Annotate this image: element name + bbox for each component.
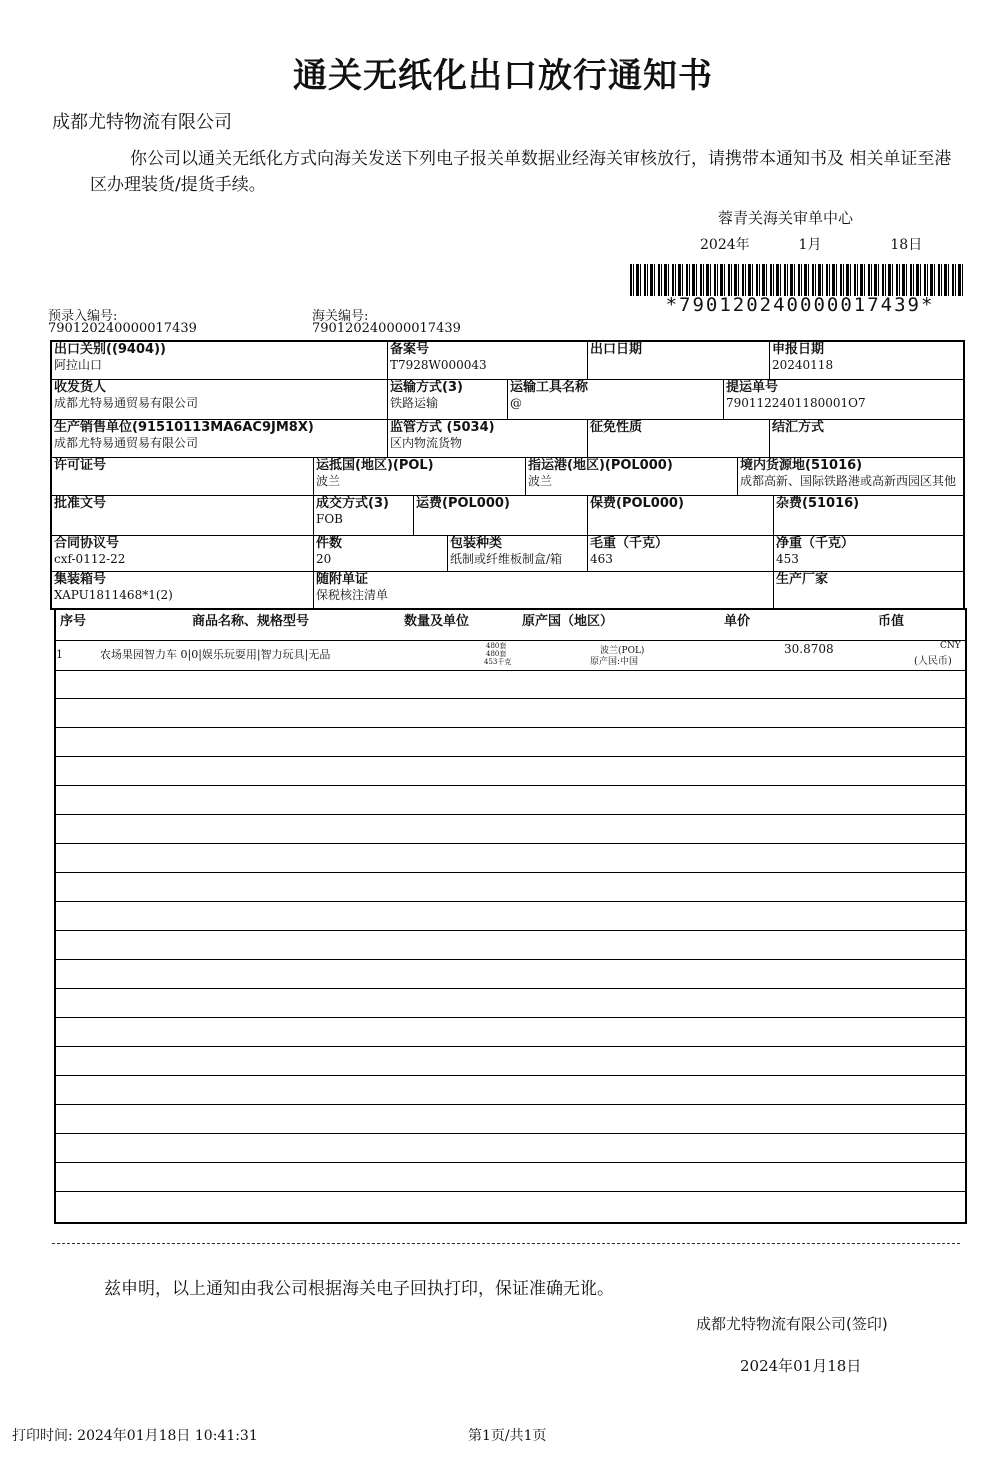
vehicle-label: 运输工具名称 — [510, 380, 589, 395]
signer: 成都尤特物流有限公司(签印) — [696, 1315, 888, 1333]
row-origin: 原产国:中国 — [590, 657, 639, 667]
company-name: 成都尤特物流有限公司 — [52, 112, 232, 133]
row-currency1: CNY — [940, 641, 961, 651]
goods-table — [54, 608, 967, 1224]
cell-export-date — [588, 342, 770, 380]
cell-misc — [774, 496, 963, 536]
barcode — [630, 264, 966, 296]
docs-label: 随附单证 — [316, 572, 369, 587]
pre-entry-label: 预录入编号: — [48, 309, 118, 324]
pre-entry-value: 790120240000017439 — [48, 321, 197, 336]
cell-freight — [414, 496, 588, 536]
export-port-label: 出口关别((9404)) — [54, 342, 166, 357]
cell-supervision — [388, 420, 588, 458]
record-no-label: 备案号 — [390, 342, 430, 357]
origin-label: 境内货源地(51016) — [740, 458, 863, 473]
bl-value: 7901122401180001O7 — [726, 396, 866, 410]
header-no: 序号 — [60, 614, 87, 629]
supervision-label: 监管方式 (5034) — [390, 420, 495, 435]
cell-contract — [52, 536, 314, 572]
export-port-value: 阿拉山口 — [54, 358, 103, 372]
dest-country-value: 波兰 — [316, 474, 341, 488]
freight-label: 运费(POL000) — [416, 496, 510, 511]
consignee-value: 成都尤特易通贸易有限公司 — [54, 396, 199, 410]
cell-deal — [314, 496, 414, 536]
table-row — [56, 640, 965, 671]
cell-dest-country — [314, 458, 526, 496]
cell-producer — [52, 420, 388, 458]
cell-docs — [314, 572, 774, 608]
insurance-label: 保费(POL000) — [590, 496, 684, 511]
cell-vehicle — [508, 380, 724, 420]
customs-no-label: 海关编号: — [312, 309, 369, 324]
cell-pieces — [314, 536, 448, 572]
gross-label: 毛重（千克） — [590, 536, 669, 551]
cell-insurance — [588, 496, 774, 536]
cell-package — [448, 536, 588, 572]
misc-label: 杂费(51016) — [776, 496, 860, 511]
transport-mode-label: 运输方式(3) — [390, 380, 463, 395]
notice-text: 你公司以通关无纸化方式向海关发送下列电子报关单数据业经海关审核放行，请携带本通知书及 相关单证至港区办理装货/提货手续。 — [90, 149, 952, 195]
record-no-value: T7928W000043 — [390, 358, 487, 372]
goods-header — [56, 608, 965, 641]
approval-label: 批准文号 — [54, 496, 107, 511]
pieces-value: 20 — [316, 552, 332, 566]
cell-manufacturer — [774, 572, 963, 608]
gross-value: 463 — [590, 552, 613, 566]
dest-port-value: 波兰 — [528, 474, 553, 488]
sign-date: 2024年01月18日 — [740, 1357, 862, 1375]
divider — [52, 1243, 960, 1244]
header-price: 单价 — [724, 614, 751, 629]
issue-year: 2024年 — [700, 237, 750, 253]
contract-label: 合同协议号 — [54, 536, 120, 551]
cell-transport-mode — [388, 380, 508, 420]
declare-date-value: 20240118 — [772, 358, 834, 372]
cell-license — [52, 458, 314, 496]
barcode-text: *790120240000017439* — [665, 294, 935, 316]
cell-gross — [588, 536, 774, 572]
issue-date — [700, 234, 922, 254]
cell-dest-port — [526, 458, 738, 496]
cell-approval — [52, 496, 314, 536]
net-label: 净重（千克） — [776, 536, 855, 551]
page-info: 第1页/共1页 — [468, 1428, 547, 1444]
producer-label: 生产销售单位(91510113MA6AC9JM8X) — [54, 420, 314, 435]
contract-value: cxf-0112-22 — [54, 552, 126, 566]
cell-tax — [588, 420, 770, 458]
transport-mode-value: 铁路运输 — [390, 396, 439, 410]
manufacturer-label: 生产厂家 — [776, 572, 829, 587]
row-name: 农场果园智力车 0|0|娱乐玩耍用|智力玩具|无品 — [100, 648, 331, 661]
declaration-text: 兹申明，以上通知由我公司根据海关电子回执打印，保证准确无讹。 — [104, 1279, 614, 1299]
row-qty1: 480套 — [486, 642, 507, 650]
pieces-label: 件数 — [316, 536, 343, 551]
declaration-table — [50, 340, 965, 610]
net-value: 453 — [776, 552, 799, 566]
cell-export-port — [52, 342, 388, 380]
tax-label: 征免性质 — [590, 420, 643, 435]
cell-declare-date — [770, 342, 963, 380]
container-label: 集装箱号 — [54, 572, 107, 587]
row-no: 1 — [56, 648, 63, 661]
docs-value: 保税核注清单 — [316, 588, 389, 602]
package-label: 包装种类 — [450, 536, 503, 551]
cell-bl — [724, 380, 963, 420]
supervision-value: 区内物流货物 — [390, 436, 463, 450]
declare-date-label: 申报日期 — [772, 342, 825, 357]
package-value: 纸制或纤维板制盒/箱 — [450, 552, 563, 566]
row-country: 波兰(POL) — [600, 646, 645, 656]
cell-consignee — [52, 380, 388, 420]
row-price: 30.8708 — [784, 642, 834, 656]
settlement-label: 结汇方式 — [772, 420, 825, 435]
row-currency2: (人民币) — [914, 656, 952, 667]
ruled-lines — [56, 670, 965, 1220]
issuer: 蓉青关海关审单中心 — [718, 209, 854, 227]
header-name: 商品名称、规格型号 — [192, 614, 310, 629]
vehicle-value: @ — [510, 396, 522, 410]
header-origin: 原产国（地区） — [522, 614, 614, 629]
deal-label: 成交方式(3) — [316, 496, 389, 511]
print-time: 打印时间: 2024年01月18日 10:41:31 — [12, 1428, 258, 1444]
header-currency: 币值 — [878, 614, 905, 629]
origin-value: 成都高新、国际铁路港或高新西园区其他 — [740, 474, 957, 488]
issue-month: 1月 — [798, 237, 822, 253]
container-value: XAPU1811468*1(2) — [54, 588, 173, 602]
row-qty2: 480套 — [486, 650, 507, 658]
consignee-label: 收发货人 — [54, 380, 107, 395]
deal-value: FOB — [316, 512, 343, 526]
header-qty: 数量及单位 — [404, 614, 470, 629]
cell-container — [52, 572, 314, 608]
issue-day: 18日 — [890, 237, 923, 253]
bl-label: 提运单号 — [726, 380, 779, 395]
dest-country-label: 运抵国(地区)(POL) — [316, 458, 434, 473]
customs-no-value: 790120240000017439 — [312, 321, 461, 336]
export-date-label: 出口日期 — [590, 342, 643, 357]
page-title: 通关无纸化出口放行通知书 — [293, 56, 713, 96]
cell-origin — [738, 458, 963, 496]
license-label: 许可证号 — [54, 458, 107, 473]
cell-settlement — [770, 420, 963, 458]
row-qty3: 453千克 — [484, 658, 512, 666]
producer-value: 成都尤特易通贸易有限公司 — [54, 436, 199, 450]
dest-port-label: 指运港(地区)(POL000) — [528, 458, 673, 473]
cell-net — [774, 536, 963, 572]
cell-record-no — [388, 342, 588, 380]
